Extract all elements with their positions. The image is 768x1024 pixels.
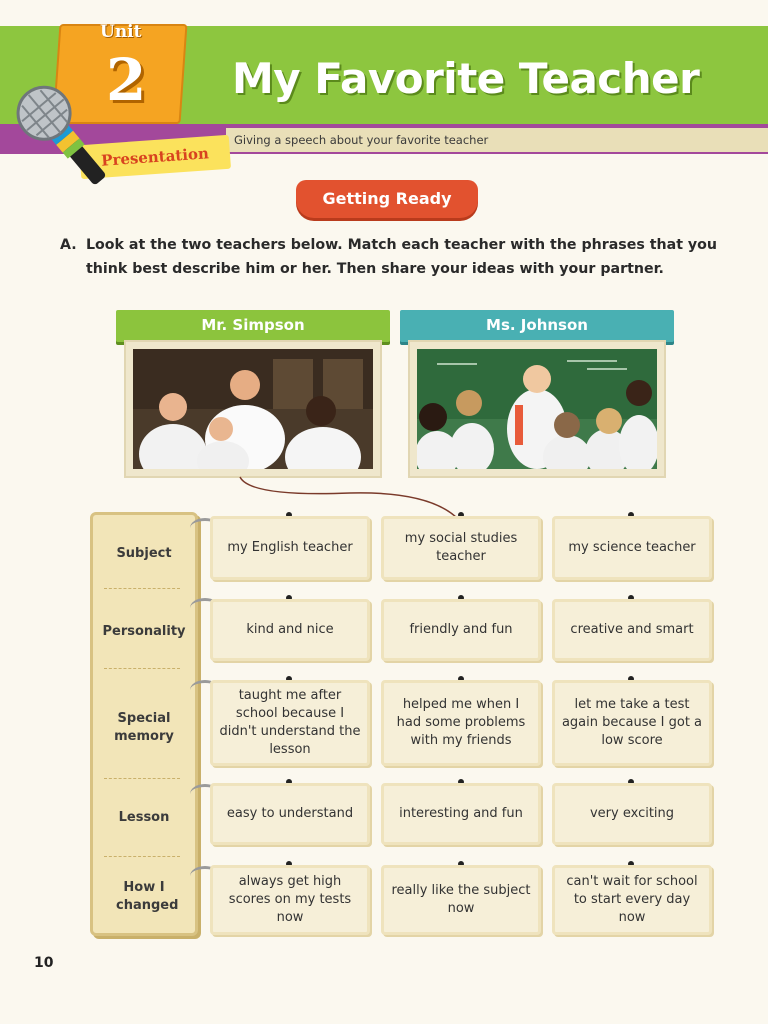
category-divider (104, 588, 180, 589)
microphone-icon (6, 78, 122, 196)
option-changed-high-scores[interactable]: always get high scores on my tests now (210, 865, 370, 935)
option-memory-problems[interactable]: helped me when I had some problems with my friends (381, 680, 541, 766)
presentation-label: Presentation (79, 135, 231, 179)
photo-simpson (124, 340, 382, 478)
unit-number: 2 (106, 46, 147, 114)
option-lesson-interesting[interactable]: interesting and fun (381, 783, 541, 845)
classroom-photo-simpson (133, 349, 373, 469)
option-changed-like-subject[interactable]: really like the subject now (381, 865, 541, 935)
category-how-i-changed: How I changed (116, 880, 179, 913)
instruction (60, 233, 720, 281)
option-memory-after-school[interactable]: taught me after school because I didn't understand the lesson (210, 680, 370, 766)
option-lesson-easy[interactable]: easy to understand (210, 783, 370, 845)
page-number: 10 (34, 955, 54, 971)
option-lesson-exciting[interactable]: very exciting (552, 783, 712, 845)
option-changed-cant-wait[interactable]: can't wait for school to start every day now (552, 865, 712, 935)
section-heading: Getting Ready (296, 180, 478, 218)
option-subject-social-studies[interactable]: my social studies teacher (381, 516, 541, 580)
category-personality: Personality (102, 624, 186, 639)
unit-subtitle: Giving a speech about your favorite teacher (226, 128, 768, 152)
unit-label: Unit (100, 22, 142, 42)
option-personality-friendly[interactable]: friendly and fun (381, 599, 541, 661)
category-special-memory: Special memory (114, 711, 174, 744)
category-subject: Subject (116, 546, 172, 561)
option-subject-science[interactable]: my science teacher (552, 516, 712, 580)
teacher-name-simpson: Mr. Simpson (116, 310, 390, 342)
classroom-photo-johnson (417, 349, 657, 469)
option-personality-creative[interactable]: creative and smart (552, 599, 712, 661)
option-personality-kind[interactable]: kind and nice (210, 599, 370, 661)
instruction-letter: A. (60, 237, 77, 253)
category-divider (104, 778, 180, 779)
photo-johnson (408, 340, 666, 478)
option-memory-test-again[interactable]: let me take a test again because I got a low score (552, 680, 712, 766)
category-divider (104, 668, 180, 669)
page-title: My Favorite Teacher (232, 54, 700, 103)
category-divider (104, 856, 180, 857)
instruction-text: Look at the two teachers below. Match each teacher with the phrases that you think best describe him or her. Then share your ideas with your partner. (86, 237, 718, 277)
option-subject-english[interactable]: my English teacher (210, 516, 370, 580)
category-lesson: Lesson (118, 810, 170, 825)
match-line (230, 475, 470, 521)
teacher-name-johnson: Ms. Johnson (400, 310, 674, 342)
